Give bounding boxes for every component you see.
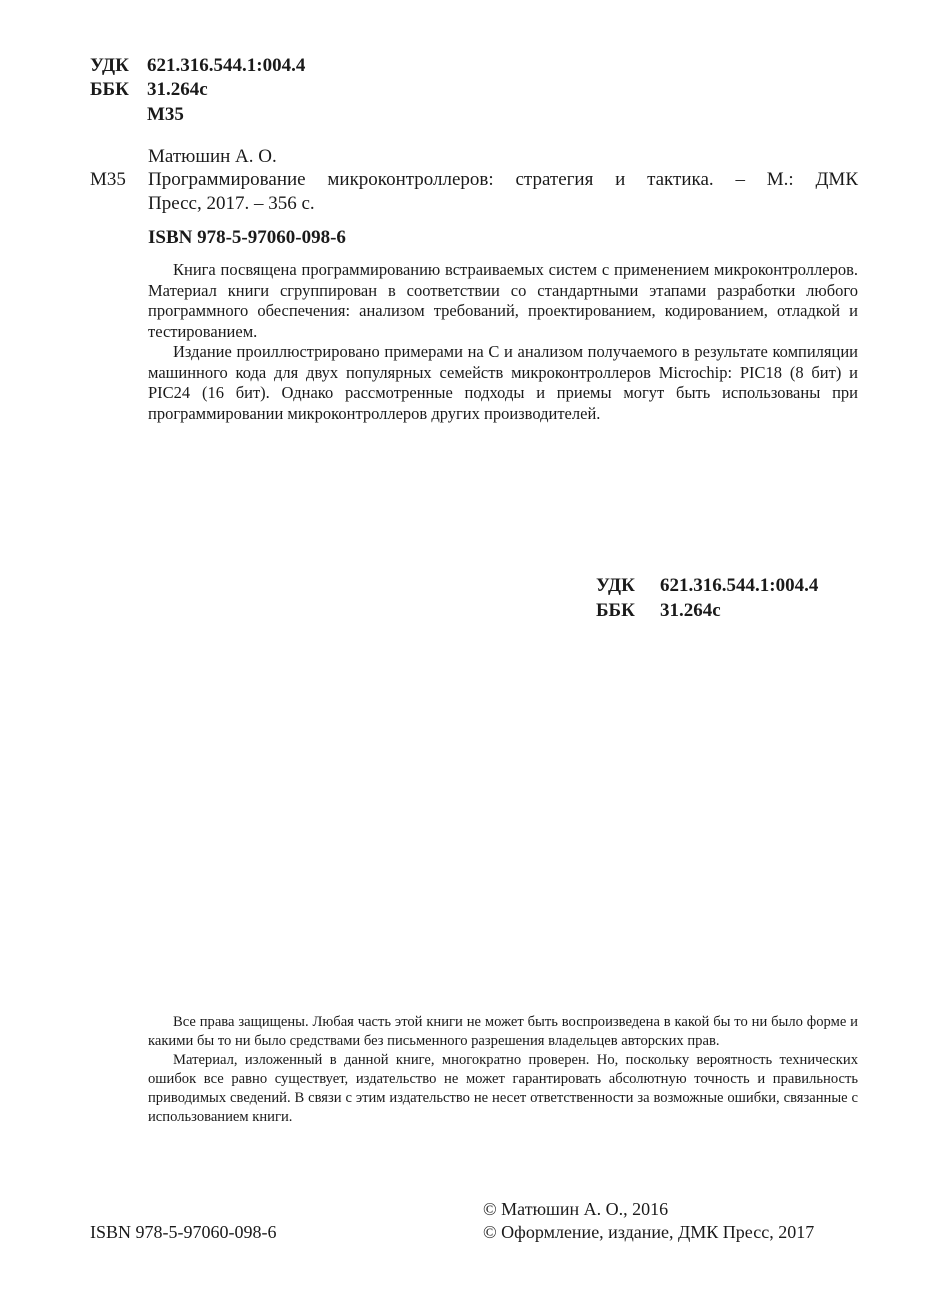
udk-value: 621.316.544.1:004.4	[147, 55, 306, 76]
bbk-value-mid: 31.264с	[660, 600, 721, 621]
entry-title-line1: Программирование микроконтроллеров: стратегия и тактика. – М.: ДМК	[148, 169, 858, 190]
annotation	[148, 260, 858, 424]
udk-label: УДК	[90, 55, 129, 76]
copyright-publisher: © Оформление, издание, ДМК Пресс, 2017	[483, 1222, 815, 1242]
entry-author: Матюшин А. О.	[148, 146, 277, 167]
entry-isbn: ISBN 978-5-97060-098-6	[148, 227, 346, 248]
bbk-value: 31.264с	[147, 79, 208, 100]
udk-row-top	[90, 54, 305, 78]
udk-row-mid	[596, 574, 818, 598]
entry-code: М35	[90, 169, 126, 190]
annotation-paragraph-2: Издание проиллюстрировано примерами на С и анализом получаемого в результате компиляции машинного кода для двух популярных семейств микроконтроллеров Microchip: PIC18 (8 бит) и PIC24 (16 бит). Однако рассмотренные подходы и приемы могут быть использованы при программировании микроконтроллеров других производителей.	[148, 342, 858, 423]
udk-value-mid: 621.316.544.1:004.4	[660, 575, 819, 596]
udk-label-mid: УДК	[596, 575, 635, 596]
copyright-author: © Матюшин А. О., 2016	[483, 1199, 669, 1219]
bbk-label-mid: ББК	[596, 600, 635, 621]
annotation-paragraph-1: Книга посвящена программированию встраиваемых систем с применением микроконтроллеров. Материал книги сгруппирован в соответствии со стандартными этапами разработки любого программного обеспечения: анализом требований, проектированием, кодированием, отладкой и тестированием.	[148, 260, 858, 341]
legal-notice	[148, 1013, 858, 1127]
bbk-label: ББК	[90, 79, 129, 100]
isbn-bottom: ISBN 978-5-97060-098-6	[90, 1222, 277, 1242]
entry-title-line2: Пресс, 2017. – 356 с.	[148, 193, 315, 214]
author-mark: М35	[147, 104, 184, 125]
bbk-row-mid	[596, 599, 721, 623]
bbk-row-top	[90, 78, 208, 102]
legal-paragraph-2: Материал, изложенный в данной книге, многократно проверен. Но, поскольку вероятность технических ошибок все равно существует, издательство не может гарантировать абсолютную точность и правильность приводимых сведений. В связи с этим издательство не несет ответственности за возможные ошибки, связанные с использованием книги.	[148, 1052, 858, 1125]
legal-paragraph-1: Все права защищены. Любая часть этой книги не может быть воспроизведена в какой бы то ни было форме и какими бы то ни было средствами без письменного разрешения владельцев авторских прав.	[148, 1014, 858, 1049]
